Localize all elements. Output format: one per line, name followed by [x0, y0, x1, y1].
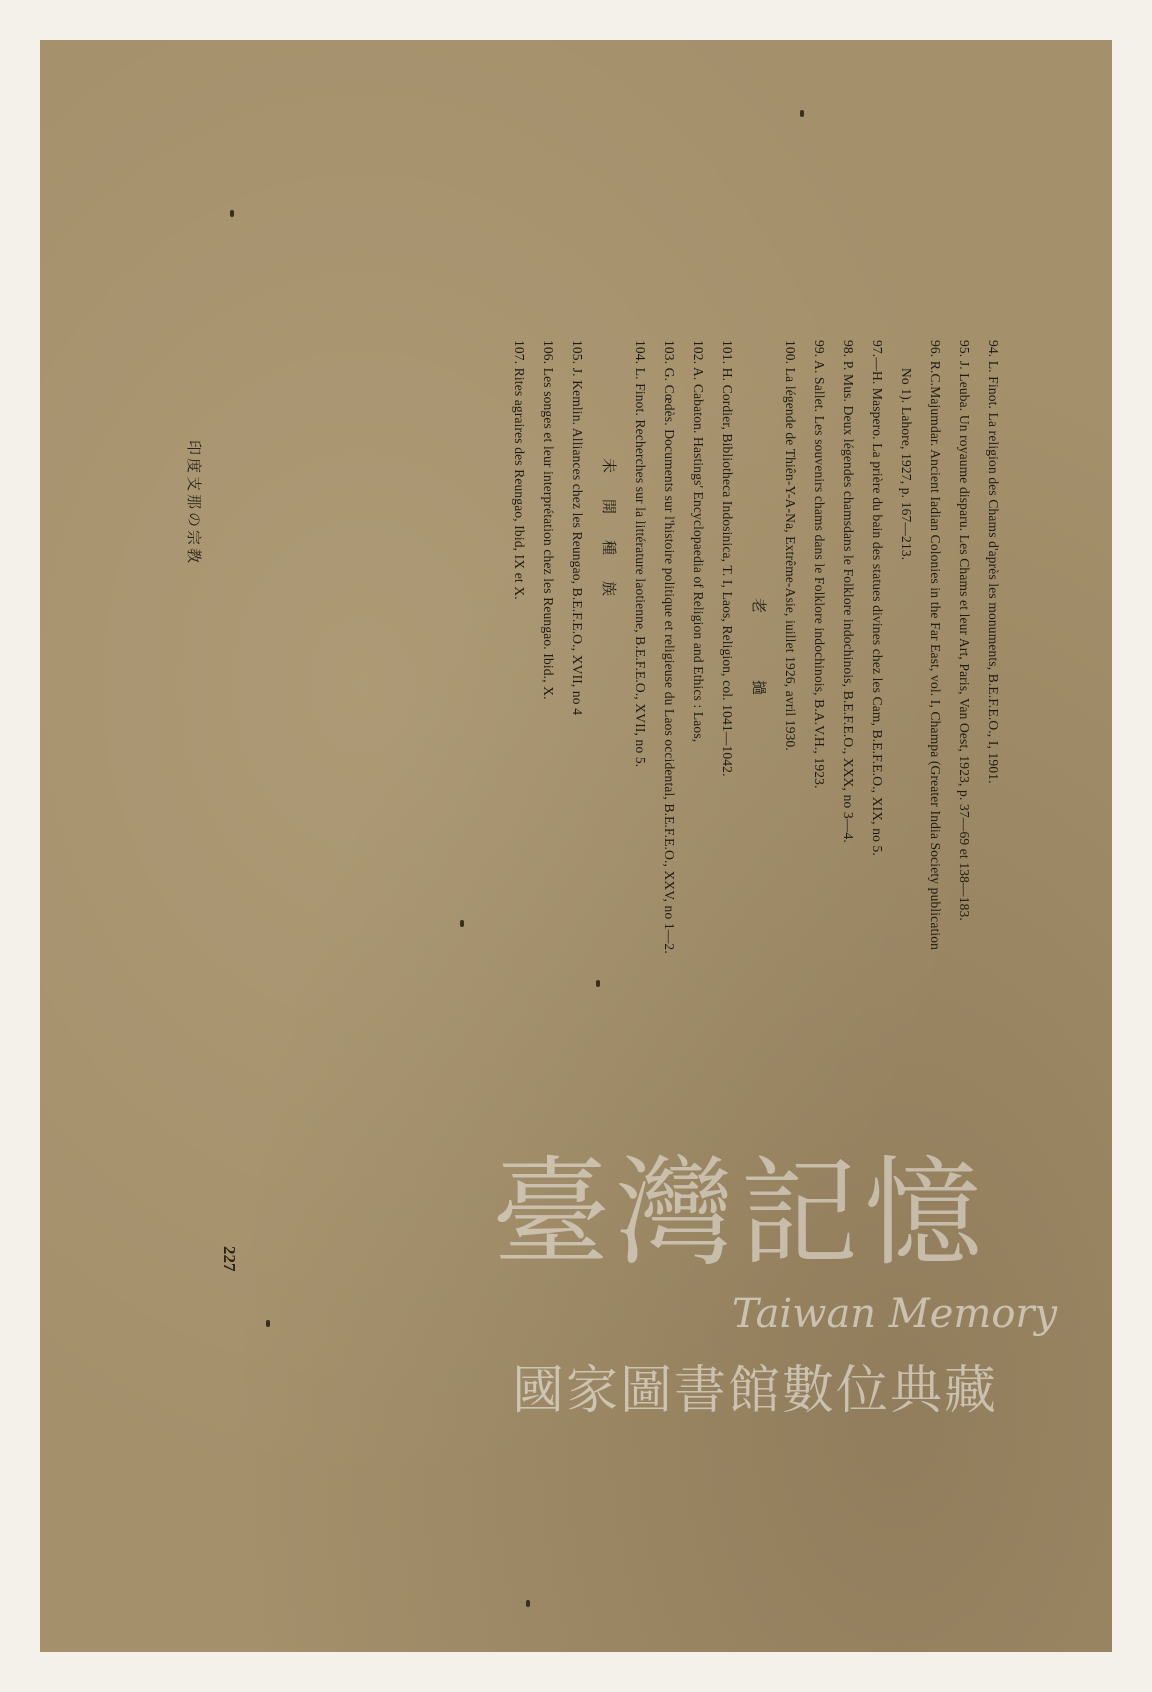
bib-entry: 98. P. Mus. Deux légendes chamsdans le Folklore indochinois, B.E.F.E.O., XXX, no 3—4.	[841, 340, 856, 843]
section-heading-tribes: 未開種族	[600, 458, 618, 623]
paper-speck	[800, 110, 804, 117]
section-heading-laos: 老 撾	[750, 598, 768, 722]
bib-entry: 95. J. Leuba. Un royaume disparu. Les Chams et leur Art, Paris, Van Oest, 1923, p. 37—69 et 138—183.	[957, 340, 972, 921]
paper-speck	[596, 980, 600, 987]
bib-entry: 107. Rites agraires des Reungao, Ibid, IX et X.	[512, 340, 527, 600]
page-number: 227	[220, 1246, 239, 1272]
bib-entry: 101. H. Cordier, Bibliotheca Indosinica, T. I, Laos, Religion, col. 1041—1042.	[720, 340, 735, 777]
watermark-subtitle: 國家圖書館數位典藏	[512, 1361, 999, 1421]
bib-entry: 102. A. Cabaton. Hastings' Encyclopaedia of Religion and Ethics : Laos,	[691, 340, 706, 743]
bib-entry: 99. A. Sallet. Les souvenirs chams dans le Folklore indochinois, B.A.V.H., 1923.	[812, 340, 827, 789]
watermark	[492, 1128, 1092, 1538]
bib-entry: 105. J. Kemlin. Alliances chez les Reungao, B.E.F.E.O., XVII, no 4	[570, 340, 585, 716]
paper-speck	[526, 1600, 530, 1607]
watermark-english: Taiwan Memory	[732, 1291, 1058, 1337]
bibliography	[420, 340, 1008, 954]
bib-entry: 106. Les songes et leur interprétation chez les Reungao. Ibid., X.	[541, 340, 556, 700]
paper-speck	[460, 920, 464, 927]
bib-entry: 94. L. Finot. La religion des Chams d'après les monuments, B.E.F.E.O., I, 1901.	[986, 340, 1001, 784]
bib-entry: 104. L. Finot. Recherches sur la littérature laotienne, B.E.F.E.O., XVII, no 5.	[633, 340, 648, 768]
running-head: 印度支那の宗教	[185, 440, 203, 567]
bib-entry: 103. G. Cœdès. Documents sur l'histoire politique et religieuse du Laos occidental, B.E.F.E.O., XXV, no 1—2.	[662, 340, 677, 954]
bib-entry: 96. R.C.Majumdar. Ancient Iadian Colonies in the Far East, vol. I, Champa (Greater India Society publication	[928, 340, 943, 951]
bib-entry-continuation: No 1). Lahore, 1927, p. 167—213.	[899, 368, 914, 561]
paper-speck	[230, 210, 234, 217]
bib-entry: 97.—H. Maspero. La prière du bain des statues divines chez les Cam, B.E.F.E.O., XIX, no 5.	[870, 340, 885, 856]
bib-entry: 100. La légende de Thiên-Y-A-Na, Extrême-Asie, iuillet 1926, avril 1930.	[783, 340, 798, 751]
scanned-page	[40, 40, 1112, 1652]
paper-speck	[266, 1320, 270, 1327]
watermark-title: 臺灣記憶	[492, 1144, 989, 1282]
